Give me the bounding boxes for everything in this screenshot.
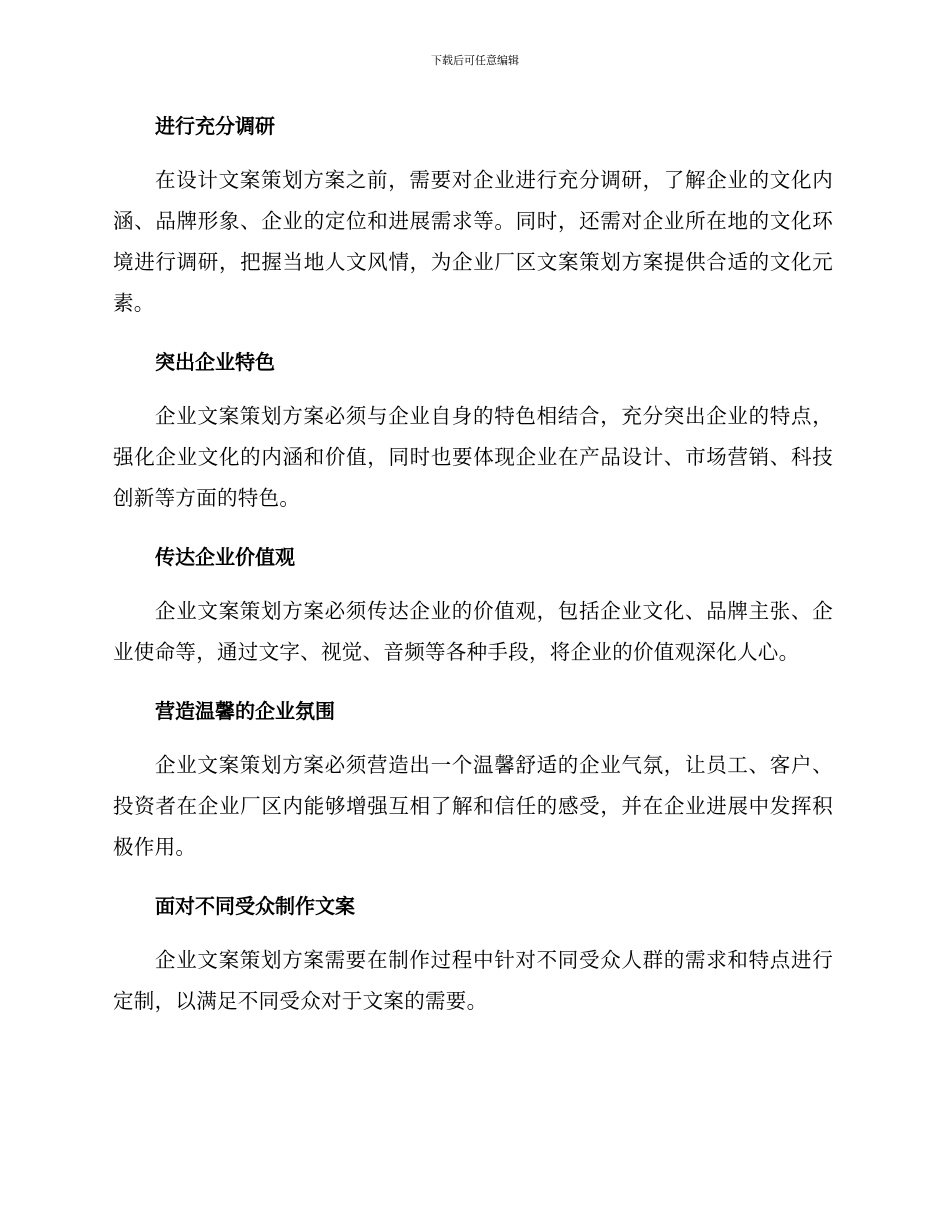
section-paragraph: 企业文案策划方案需要在制作过程中针对不同受众人群的需求和特点进行定制，以满足不同受众对于文案的需要。 (113, 948, 833, 1013)
section-heading: 突出企业特色 (155, 350, 275, 374)
section-paragraph: 企业文案策划方案必须传达企业的价值观，包括企业文化、品牌主张、企业使命等，通过文字、视觉、音频等各种手段，将企业的价值观深化人心。 (113, 599, 833, 664)
section-audience (113, 886, 833, 1022)
section-heading: 面对不同受众制作文案 (155, 894, 355, 918)
page-header: 下载后可任意编辑 (431, 54, 519, 67)
section-paragraph: 企业文案策划方案必须与企业自身的特色相结合，充分突出企业的特点，强化企业文化的内涵和价值，同时也要体现企业在产品设计、市场营销、科技创新等方面的特色。 (113, 404, 833, 510)
section-paragraph: 企业文案策划方案必须营造出一个温馨舒适的企业气氛，让员工、客户、投资者在企业厂区内能够增强互相了解和信任的感受，并在企业进展中发挥积极作用。 (113, 753, 833, 859)
section-values (113, 537, 833, 673)
document-body (113, 106, 833, 1040)
section-heading: 传达企业价值观 (155, 545, 295, 569)
section-heading: 进行充分调研 (155, 114, 275, 138)
section-atmosphere (113, 691, 833, 868)
section-heading: 营造温馨的企业氛围 (155, 699, 335, 723)
section-paragraph: 在设计文案策划方案之前，需要对企业进行充分调研，了解企业的文化内涵、品牌形象、企业的定位和进展需求等。同时，还需对企业所在地的文化环境进行调研，把握当地人文风情，为企业厂区文案策划方案提供合适的文化元素。 (113, 168, 833, 315)
section-research (113, 106, 833, 324)
section-features (113, 342, 833, 519)
